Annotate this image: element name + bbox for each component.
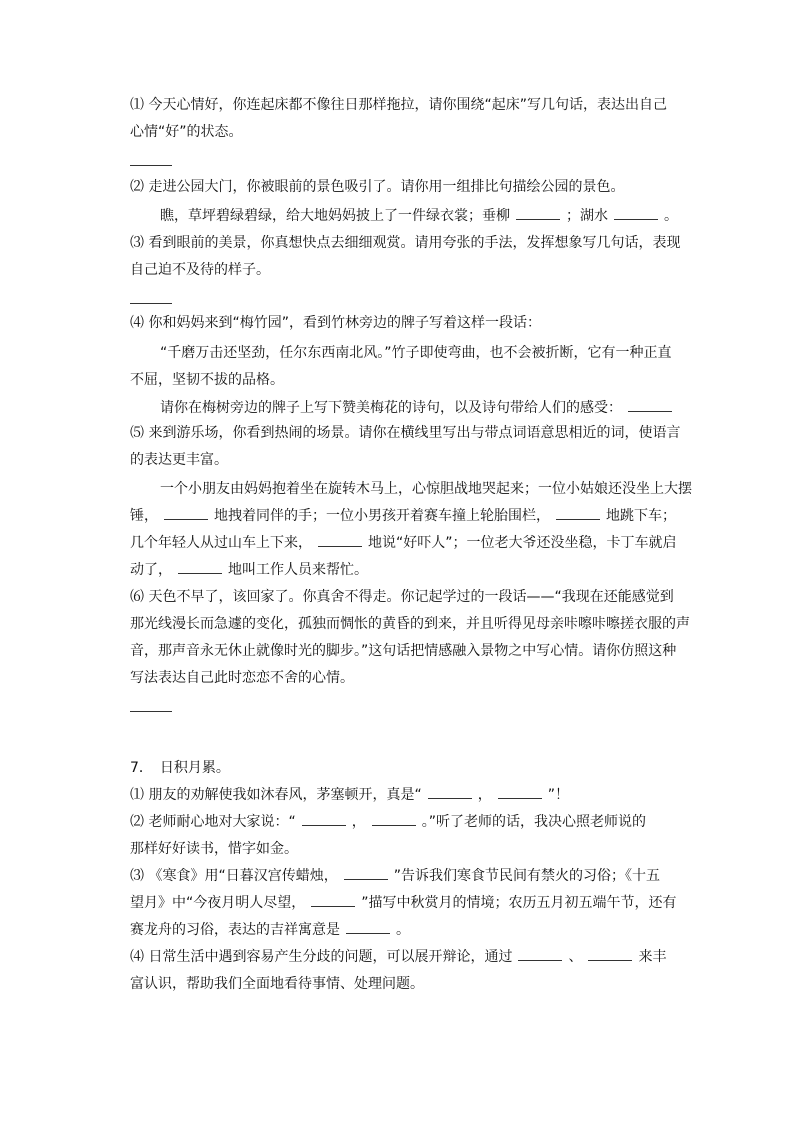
blank-jump[interactable]	[556, 507, 600, 520]
question-5-line-4: 锤， 地拽着同伴的手；一位小男孩开着赛车撞上轮胎围栏， 地跳下车；	[130, 508, 676, 524]
question-7-3-line-3: 赛龙舟的习俗，表达的吉祥寓意是 。	[130, 922, 410, 938]
question-5-line-6: 动了， 地叫工作人员来帮忙。	[130, 562, 368, 578]
question-2-line-2: 瞧，草坪碧绿碧绿，给大地妈妈披上了一件绿衣裳；垂柳 ；湖水 。	[160, 208, 678, 224]
blank-7-3-a[interactable]	[344, 867, 388, 880]
answer-line-3[interactable]	[130, 303, 172, 304]
question-1-line-2: 心情“好”的状态。	[130, 124, 243, 140]
blank-call[interactable]	[178, 561, 222, 574]
blank-willow[interactable]	[516, 207, 560, 220]
blank-7-2-b[interactable]	[372, 813, 416, 826]
blank-7-4-b[interactable]	[588, 948, 632, 961]
question-4-line-4: 请你在梅树旁边的牌子上写下赞美梅花的诗句，以及诗句带给人们的感受：	[160, 398, 678, 418]
blank-lake[interactable]	[614, 207, 658, 220]
answer-line-6[interactable]	[130, 711, 172, 712]
blank-plum-poem[interactable]	[628, 399, 672, 412]
question-3-line-1: ⑶ 看到眼前的美景，你真想快点去细细观赏。请用夸张的手法，发挥想象写几句话，表现	[130, 235, 681, 251]
question-6-line-3: 音，那声音永无休止就像时光的脚步。”这句话把情感融入景物之中写心情。请你仿照这种	[130, 643, 677, 659]
question-5-line-2: 的表达更丰富。	[130, 452, 228, 468]
question-7-2-line-1: ⑵ 老师耐心地对大家说：“ ， 。”听了老师的话，我决心照老师说的	[130, 814, 646, 830]
question-7-3-line-2: 望月》中“今夜月明人尽望， ”描写中秋赏月的情境；农历五月初五端午节，还有	[130, 895, 677, 911]
question-6-line-2: 那光线漫长而急遽的变化，孤独而惆怅的黄昏的到来，并且听得见母亲咔嚓咔嚓搓衣服的声	[130, 616, 690, 632]
question-4-line-1: ⑷ 你和妈妈来到“梅竹园”，看到竹林旁边的牌子写着这样一段话：	[130, 315, 541, 331]
question-7-3-line-1: ⑶ 《寒食》用“日暮汉宫传蜡烛， ”告诉我们寒食节民间有禁火的习俗；《十五	[130, 868, 660, 884]
question-5-line-5: 几个年轻人从过山车上下来， 地说“好吓人”；一位老大爷还没坐稳，卡丁车就启	[130, 535, 677, 551]
blank-7-3-b[interactable]	[311, 894, 355, 907]
question-7-4-line-1: ⑷ 日常生活中遇到容易产生分歧的问题，可以展开辩论，通过 、 来丰	[130, 949, 667, 965]
question-7-2-line-2: 那样好好读书，惜字如金。	[130, 841, 298, 857]
answer-line-1[interactable]	[130, 165, 172, 166]
question-4-line-2: “千磨万击还坚劲，任尔东西南北风。”竹子即使弯曲，也不会被折断，它有一种正直	[160, 345, 672, 361]
question-7-heading: 7． 日积月累。	[130, 760, 230, 776]
blank-say[interactable]	[318, 534, 362, 547]
question-3-line-2: 自己迫不及待的样子。	[130, 262, 270, 278]
blank-7-4-a[interactable]	[518, 948, 562, 961]
blank-7-1-b[interactable]	[498, 786, 542, 799]
blank-drag[interactable]	[164, 507, 208, 520]
question-5-line-1: ⑸ 来到游乐场，你看到热闹的场景。请你在横线里写出与带点词语意思相近的词，使语言	[130, 425, 681, 441]
question-1-line-1: ⑴ 今天心情好，你连起床都不像往日那样拖拉，请你围绕“起床”写几句话，表达出自己	[130, 97, 667, 113]
blank-7-3-c[interactable]	[346, 921, 390, 934]
blank-7-1-a[interactable]	[428, 786, 472, 799]
question-2-line-1: ⑵ 走进公园大门，你被眼前的景色吸引了。请你用一组排比句描绘公园的景色。	[130, 179, 625, 195]
question-6-line-1: ⑹ 天色不早了，该回家了。你真舍不得走。你记起学过的一段话——“我现在还能感觉到	[130, 589, 674, 605]
question-6-line-4: 写法表达自己此时恋恋不舍的心情。	[130, 670, 354, 686]
question-7-1: ⑴ 朋友的劝解使我如沐春风，茅塞顿开，真是“ ， ”！	[130, 787, 569, 803]
question-7-4-line-2: 富认识，帮助我们全面地看待事情、处理问题。	[130, 976, 424, 992]
blank-7-2-a[interactable]	[302, 813, 346, 826]
question-4-line-3: 不屈，坚韧不拔的品格。	[130, 372, 284, 388]
question-5-line-3: 一个小朋友由妈妈抱着坐在旋转木马上，心惊胆战地哭起来；一位小姑娘还没坐上大摆	[160, 481, 692, 497]
